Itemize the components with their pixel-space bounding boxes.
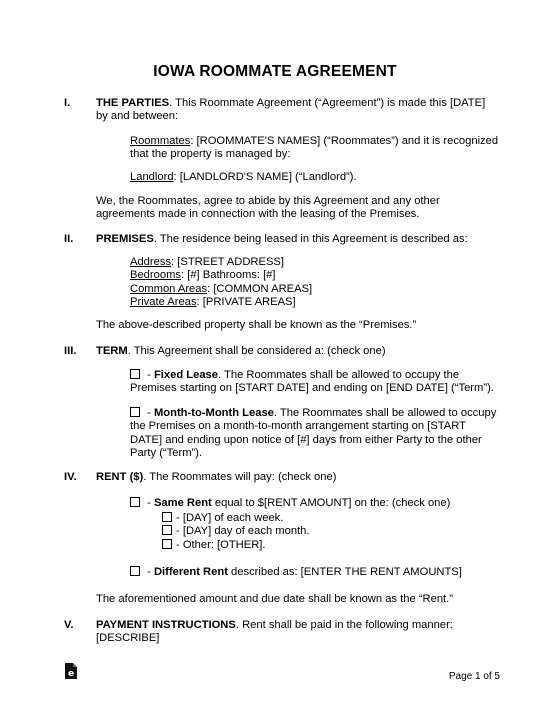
fixed-lease-option: - Fixed Lease. The Roommates shall be allowed to occupy the Premises starting on [START DATE] and ending on [END DATE] (“Term”). xyxy=(130,369,494,395)
page-number: Page 1 of 5 xyxy=(448,671,500,682)
monthly-day-label: - [DAY] day of each month. xyxy=(176,525,310,538)
month-to-month-checkbox[interactable] xyxy=(130,407,140,417)
fixed-lease-checkbox[interactable] xyxy=(130,369,140,379)
section-text: . The Roommates will pay: (check one) xyxy=(143,471,337,483)
section-heading: PREMISES xyxy=(96,233,154,245)
rent-day-options xyxy=(162,512,502,552)
premises-details xyxy=(130,256,500,310)
same-rent-option: - Same Rent equal to $[RENT AMOUNT] on the: (check one) xyxy=(130,497,500,510)
landlord-text: : [LANDLORD'S NAME] (“Landlord”). xyxy=(173,171,357,183)
bedrooms-label: Bedrooms xyxy=(130,269,181,282)
different-rent-heading: Different Rent xyxy=(153,566,228,578)
section-closing: The aforementioned amount and due date shall be known as the “Rent.” xyxy=(96,593,453,605)
fixed-lease-text: . The Roommates shall be allowed to occupy the Premises starting on [START DATE] and ending on [END DATE] (“Term”). xyxy=(130,369,494,395)
different-rent-option: - Different Rent described as: [ENTER THE RENT AMOUNTS] xyxy=(130,566,500,579)
common-areas-value: : [COMMON AREAS] xyxy=(207,282,313,295)
section-rent xyxy=(96,471,491,484)
section-closing: The above-described property shall be known as the “Premises.” xyxy=(96,319,417,331)
landlord-label: Landlord xyxy=(130,171,174,183)
document-title: IOWA ROOMMATE AGREEMENT xyxy=(153,63,397,80)
same-rent-text: equal to $[RENT AMOUNT] on the: (check one) xyxy=(211,497,451,509)
section-text: . The residence being leased in this Agreement is described as: xyxy=(153,233,468,245)
weekly-day-checkbox[interactable] xyxy=(162,512,172,522)
month-to-month-heading: Month-to-Month Lease xyxy=(153,407,274,419)
section-heading: PAYMENT INSTRUCTIONS xyxy=(96,619,236,631)
section-number: I. xyxy=(64,97,71,109)
bedrooms-value: : [#] Bathrooms: [#] xyxy=(181,269,276,282)
section-parties xyxy=(96,97,491,124)
weekly-day-label: - [DAY] of each week. xyxy=(176,512,284,524)
common-areas-label: Common Areas xyxy=(130,282,208,295)
section-closing: We, the Roommates, agree to abide by this Agreement and any other agreements made in connection with the leasing of the Premises. xyxy=(96,195,440,221)
section-heading: RENT ($) xyxy=(96,471,144,483)
roommates-line xyxy=(130,135,500,162)
monthly-day-checkbox[interactable] xyxy=(162,525,172,535)
month-to-month-text: . The Roommates shall be allowed to occupy the Premises on a month-to-month arrangement starting on [START DATE] and ending upon notice of [#] days from either Party to the other Party (“Term”). xyxy=(130,407,497,460)
address-value: : [STREET ADDRESS] xyxy=(171,256,284,268)
same-rent-heading: Same Rent xyxy=(153,497,212,509)
svg-text:e: e xyxy=(67,669,75,679)
private-areas-value: : [PRIVATE AREAS] xyxy=(196,296,296,309)
other-day-checkbox[interactable] xyxy=(162,539,172,549)
different-rent-checkbox[interactable] xyxy=(130,566,140,576)
section-text: . Rent shall be paid in the following manner: [DESCRIBE] xyxy=(96,619,453,645)
landlord-line xyxy=(130,171,500,184)
different-rent-text: described as: [ENTER THE RENT AMOUNTS] xyxy=(227,566,462,578)
private-areas-label: Private Areas xyxy=(130,296,197,309)
section-number: V. xyxy=(64,619,74,631)
document-logo-icon xyxy=(64,663,78,679)
section-premises xyxy=(96,233,491,246)
same-rent-checkbox[interactable] xyxy=(130,497,140,507)
month-to-month-option: - Month-to-Month Lease. The Roommates shall be allowed to occupy the Premises on a month-to-month arrangement starting on [START DATE] and ending upon notice of [#] days from either Party to the other Party (“Term”). xyxy=(130,407,497,460)
section-text: . This Agreement shall be considered a: (check one) xyxy=(127,345,386,357)
section-number: IV. xyxy=(64,471,77,483)
section-heading: THE PARTIES xyxy=(96,97,170,109)
other-day-label: - Other: [OTHER]. xyxy=(176,538,266,551)
section-term xyxy=(96,345,491,358)
section-text: . This Roommate Agreement (“Agreement”) is made this [DATE] by and between: xyxy=(96,97,486,123)
roommates-label: Roommates xyxy=(130,135,191,147)
address-label: Address xyxy=(130,256,172,268)
section-number: II. xyxy=(64,233,74,245)
roommates-text: : [ROOMMATE'S NAMES] (“Roommates”) and it is recognized that the property is managed by: xyxy=(130,135,499,161)
section-number: III. xyxy=(64,345,77,357)
section-payment xyxy=(96,619,491,646)
section-heading: TERM xyxy=(96,345,128,357)
fixed-lease-heading: Fixed Lease xyxy=(153,369,219,381)
